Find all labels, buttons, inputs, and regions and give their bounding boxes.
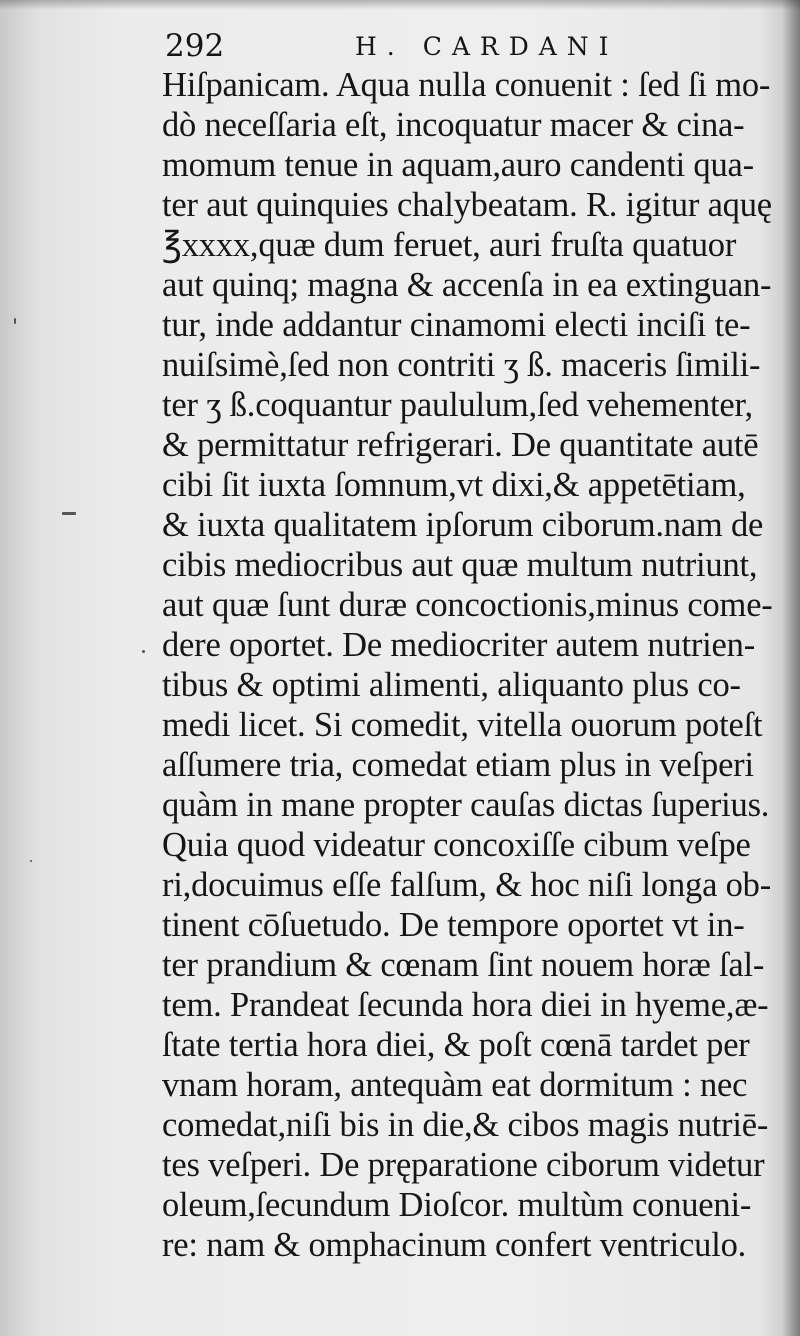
text-line: dere oportet. De mediocriter autem nutrien- [162, 626, 755, 664]
text-line: dò neceſſaria eſt, incoquatur macer & cina- [162, 106, 745, 144]
text-line: cibi ſit iuxta ſomnum,vt dixi,& appetētiam, [162, 466, 746, 504]
text-line: momum tenue in aquam,auro candenti qua- [162, 146, 754, 184]
text-line: ſtate tertia hora diei, & poſt cœnā tardet per [162, 1026, 750, 1064]
text-line: ri,docuimus eſſe falſum, & hoc niſi longa ob- [162, 866, 772, 904]
text-line: aut quinq; magna & accenſa in ea extinguan- [162, 266, 772, 304]
ink-speck [62, 512, 76, 515]
text-line: oleum,ſecundum Dioſcor. multùm conueni- [162, 1186, 752, 1224]
text-line: tem. Prandeat ſecunda hora diei in hyeme,æ- [162, 986, 769, 1024]
text-line: vnam horam, antequàm eat dormitum : nec [162, 1066, 748, 1104]
text-line: cibis mediocribus aut quæ multum nutriunt, [162, 546, 758, 584]
text-line: Hiſpanicam. Aqua nulla conuenit : ſed ſi mo- [162, 66, 771, 104]
text-line: tinent cōſuetudo. De tempore oportet vt in- [162, 906, 745, 944]
text-line: ter aut quinquies chalybeatam. R. igitur aquę [162, 186, 772, 224]
text-line: tibus & optimi alimenti, aliquanto plus co- [162, 666, 741, 704]
text-line: aut quæ ſunt duræ concoctionis,minus come- [162, 586, 773, 624]
page-gutter-shadow [782, 0, 800, 1336]
text-line: ter ʒ ß.coquantur paululum,ſed vehementer, [162, 386, 753, 424]
text-line: aſſumere tria, comedat etiam plus in veſperi [162, 746, 754, 784]
ink-speck [14, 318, 16, 324]
text-line: & iuxta qualitatem ipſorum ciborum.nam de [162, 506, 764, 544]
text-line: comedat,niſi bis in die,& cibos magis nutriē- [162, 1106, 769, 1144]
text-line: tur, inde addantur cinamomi electi inciſi te- [162, 306, 751, 344]
ink-speck [30, 860, 32, 862]
running-title: H. CARDANI [355, 32, 619, 61]
running-head [165, 28, 765, 68]
text-line: Quia quod videatur concoxiſſe cibum veſpe [162, 826, 751, 864]
text-line: quàm in mane propter cauſas dictas ſuperius. [162, 786, 770, 824]
text-line: nuiſsimè,ſed non contriti ʒ ß. maceris ſimili- [162, 346, 761, 384]
text-line: medi licet. Si comedit, vitella ouorum poteſt [162, 706, 763, 744]
text-line: ℥xxxx,quæ dum feruet, auri fruſta quatuor [162, 226, 737, 264]
text-line: & permittatur refrigerari. De quantitate autē [162, 426, 759, 464]
text-line: ter prandium & cœnam ſint nouem horæ ſal- [162, 946, 765, 984]
page-number: 292 [165, 28, 225, 64]
body-text [162, 65, 772, 1265]
text-line: re: nam & omphacinum confert ventriculo. [162, 1226, 747, 1264]
page-top-shadow [0, 0, 800, 10]
text-line: tes veſperi. De pręparatione ciborum videtur [162, 1146, 765, 1184]
ink-speck [142, 650, 145, 653]
